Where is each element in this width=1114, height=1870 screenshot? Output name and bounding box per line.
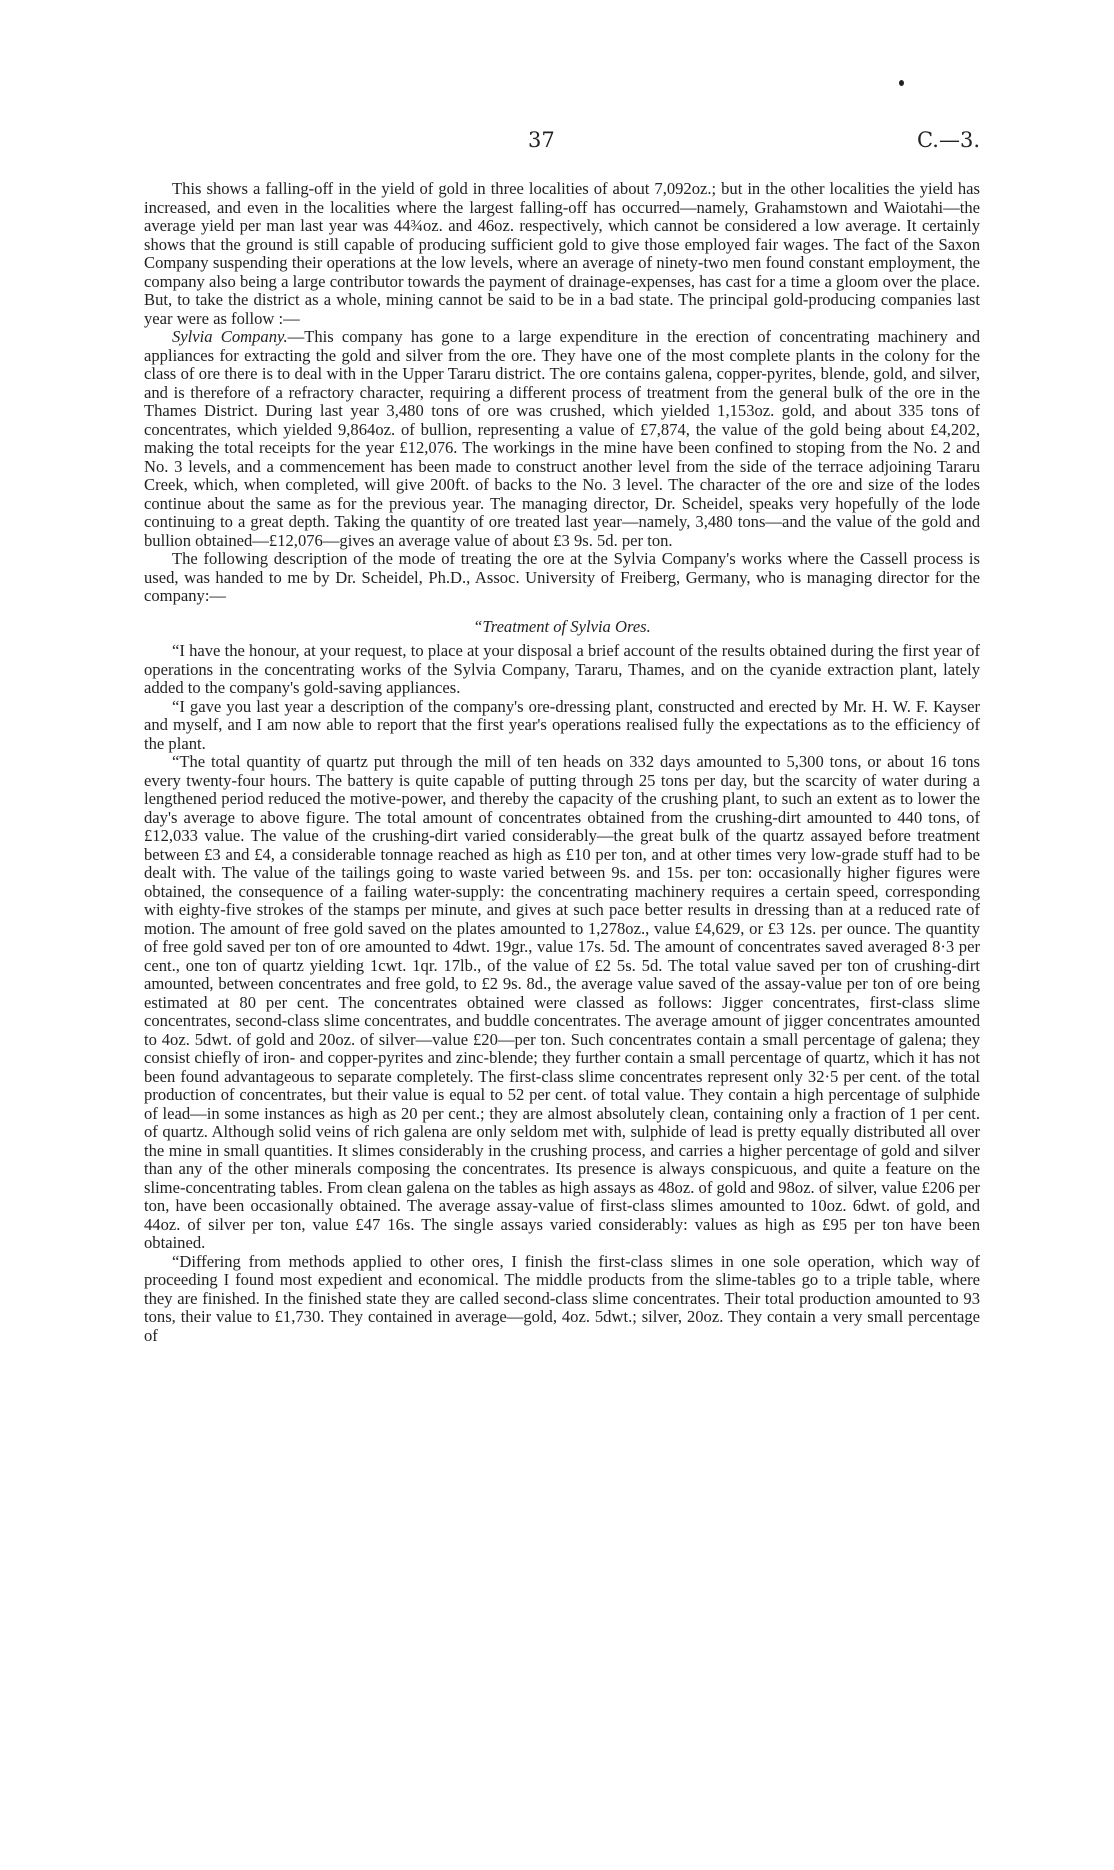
paragraph-plant-description: “I gave you last year a description of the company's ore-dressing plant, constructed and erected by Mr. H. W. F. Kayser and myself, and I am now able to report that the first year's operations realised fully the expectations as to the efficiency of the plant. <box>144 696 980 753</box>
paragraph-sylvia-text: —This company has gone to a large expenditure in the erection of concentrating machinery and appliances for extracting the gold and silver from the ore. They have one of the most complete plants in the colony for the class of ore there is to deal with in the Upper Tararu district. The ore contains galena, copper-pyrites, blende, gold, and silver, and is therefore of a refractory character, requiring a different process of treatment from the general bulk of the ore in the Thames District. During last year 3,480 tons of ore was crushed, which yielded 1,153oz. gold, and about 335 tons of concentrates, which yielded 9,864oz. of bullion, representing a value of £7,874, the value of the gold being about £4,202, making the total receipts for the year £12,076. The workings in the mine have been confined to stoping from the No. 2 and No. 3 levels, and a commencement has been made to construct another level from the side of the terrace adjoining Tararu Creek, which, when completed, will give 200ft. of backs to the No. 3 level. The character of the ore and size of the lodes continue about the same as for the previous year. The managing director, Dr. Scheidel, speaks very hopefully of the lode continuing to a great depth. Taking the quantity of ore treated last year—namely, 3,480 tons—and the value of the gold and bullion obtained—£12,076—gives an average value of about £3 9s. 5d. per ton. <box>144 327 981 550</box>
paragraph-lead-title: Sylvia Company. <box>172 327 288 346</box>
paragraph-honour: “I have the honour, at your request, to place at your disposal a brief account of the results obtained during the first year of operations in the concentrating works of the Sylvia Company, Tararu, Thames, and on the cyanide extraction plant, lately added to the company's gold-saving appliances. <box>144 641 980 697</box>
ink-dot <box>899 80 904 86</box>
paragraph-sylvia-company <box>144 328 980 550</box>
section-title: “Treatment of Sylvia Ores. <box>473 616 651 636</box>
paragraph-quartz-total: “The total quantity of quartz put through the mill of ten heads on 332 days amounted to 5,300 tons, or about 16 tons every twenty-four hours. The battery is quite capable of putting through 25 tons per day, but the scarcity of water during a lengthened period reduced the motive-power, and thereby the capacity of the crushing plant, to such an extent as to lower the day's average to above figure. The total amount of concentrates obtained from the crushing-dirt amounted to 440 tons, of £12,033 value. The value of the crushing-dirt varied considerably—the great bulk of the quartz assayed before treatment between £3 and £4, a considerable tonnage reached as high as £10 per ton, and at other times very low-grade stuff had to be dealt with. The value of the tailings going to waste varied between 9s. and 15s. per ton: occasionally higher figures were obtained, the consequence of a failing water-supply: the concentrating machinery requires a certain speed, corresponding with eighty-five strokes of the stamps per minute, and gives at such pace better results in dressing than at a reduced rate of motion. The amount of free gold saved on the plates amounted to 1,278oz., value £4,629, or £3 12s. per ounce. The quantity of free gold saved per ton of ore amounted to 4dwt. 19gr., value 17s. 5d. The amount of concentrates saved averaged 8·3 per cent., one ton of quartz yielding 1cwt. 1qr. 17lb., of the value of £2 5s. 5d. The total value saved per ton of crushing-dirt amounted, between concentrates and free gold, to £2 9s. 8d., the average value saved of the assay-value per ton of ore being estimated at 80 per cent. The concentrates obtained were classed as follows: Jigger concentrates, first-class slime concentrates, second-class slime concentrates, and buddle concentrates. The average amount of jigger concentrates amounted to 4oz. 5dwt. of gold and 20oz. of silver—value £20—per ton. Such concentrates contain a small percentage of galena; they consist chiefly of iron- and copper-pyrites and zinc-blende; they further contain a small percentage of quartz, which it has not been found advantageous to separate completely. The first-class slime concentrates represent only 32·5 per cent. of the total production of concentrates, but their value is equal to 52 per cent. of total value. They contain a high percentage of sulphide of lead—in some instances as high as 20 per cent.; they are almost absolutely clean, containing only a fraction of 1 per cent. of quartz. Although solid veins of rich galena are only seldom met with, sulphide of lead is pretty equally distributed all over the mine in small quantities. It slimes considerably in the crushing process, and carries a higher percentage of gold and silver than any of the other minerals composing the concentrates. Its presence is always conspicuous, and quite a feature on the slime-concentrating tables. From clean galena on the tables as high assays as 48oz. of gold and 98oz. of silver, value £206 per ton, have been occasionally obtained. The average assay-value of first-class slimes amounted to 10oz. 6dwt. of gold, and 44oz. of silver per ton, value £47 16s. The single assays varied considerably: values as high as £95 per ton have been obtained. <box>144 752 980 1252</box>
paragraph-description-intro: The following description of the mode of treating the ore at the Sylvia Company's works where the Cassell process is used, was handed to me by Dr. Scheidel, Ph.D., Assoc. University of Freiberg, Germany, who is managing director for the company:— <box>144 549 980 605</box>
paragraph-slimes: “Differing from methods applied to other ores, I finish the first-class slimes in one sole operation, which way of proceeding I found most expedient and economical. The middle products from the slime-tables go to a triple table, where they are finished. In the finished state they are called second-class slime concentrates. Their total production amounted to 93 tons, their value to £1,730. They contained in average—gold, 4oz. 5dwt.; silver, 20oz. They contain a very small percentage of <box>144 1251 980 1345</box>
paragraph-falling-off: This shows a falling-off in the yield of gold in three localities of about 7,092oz.; but in the other localities the yield has increased, and even in the localities where the largest falling-off has occurred—namely, Grahamstown and Waiotahi—the average yield per man last year was 44¾oz. and 46oz. respectively, which cannot be considered a low average. It certainly shows that the ground is still capable of producing sufficient gold to give those employed fair wages. The fact of the Saxon Company suspending their operations at the low levels, where an average of ninety-two men found constant employment, the company also being a large contributor towards the payment of drainage-expenses, has cast for a time a gloom over the place. But, to take the district as a whole, mining cannot be said to be in a bad state. The principal gold-producing companies last year were as follow :— <box>144 179 980 328</box>
page-number: 37 <box>528 128 555 152</box>
page-header <box>144 128 980 158</box>
page-body <box>144 180 980 1345</box>
document-code: C.—3. <box>916 128 980 152</box>
